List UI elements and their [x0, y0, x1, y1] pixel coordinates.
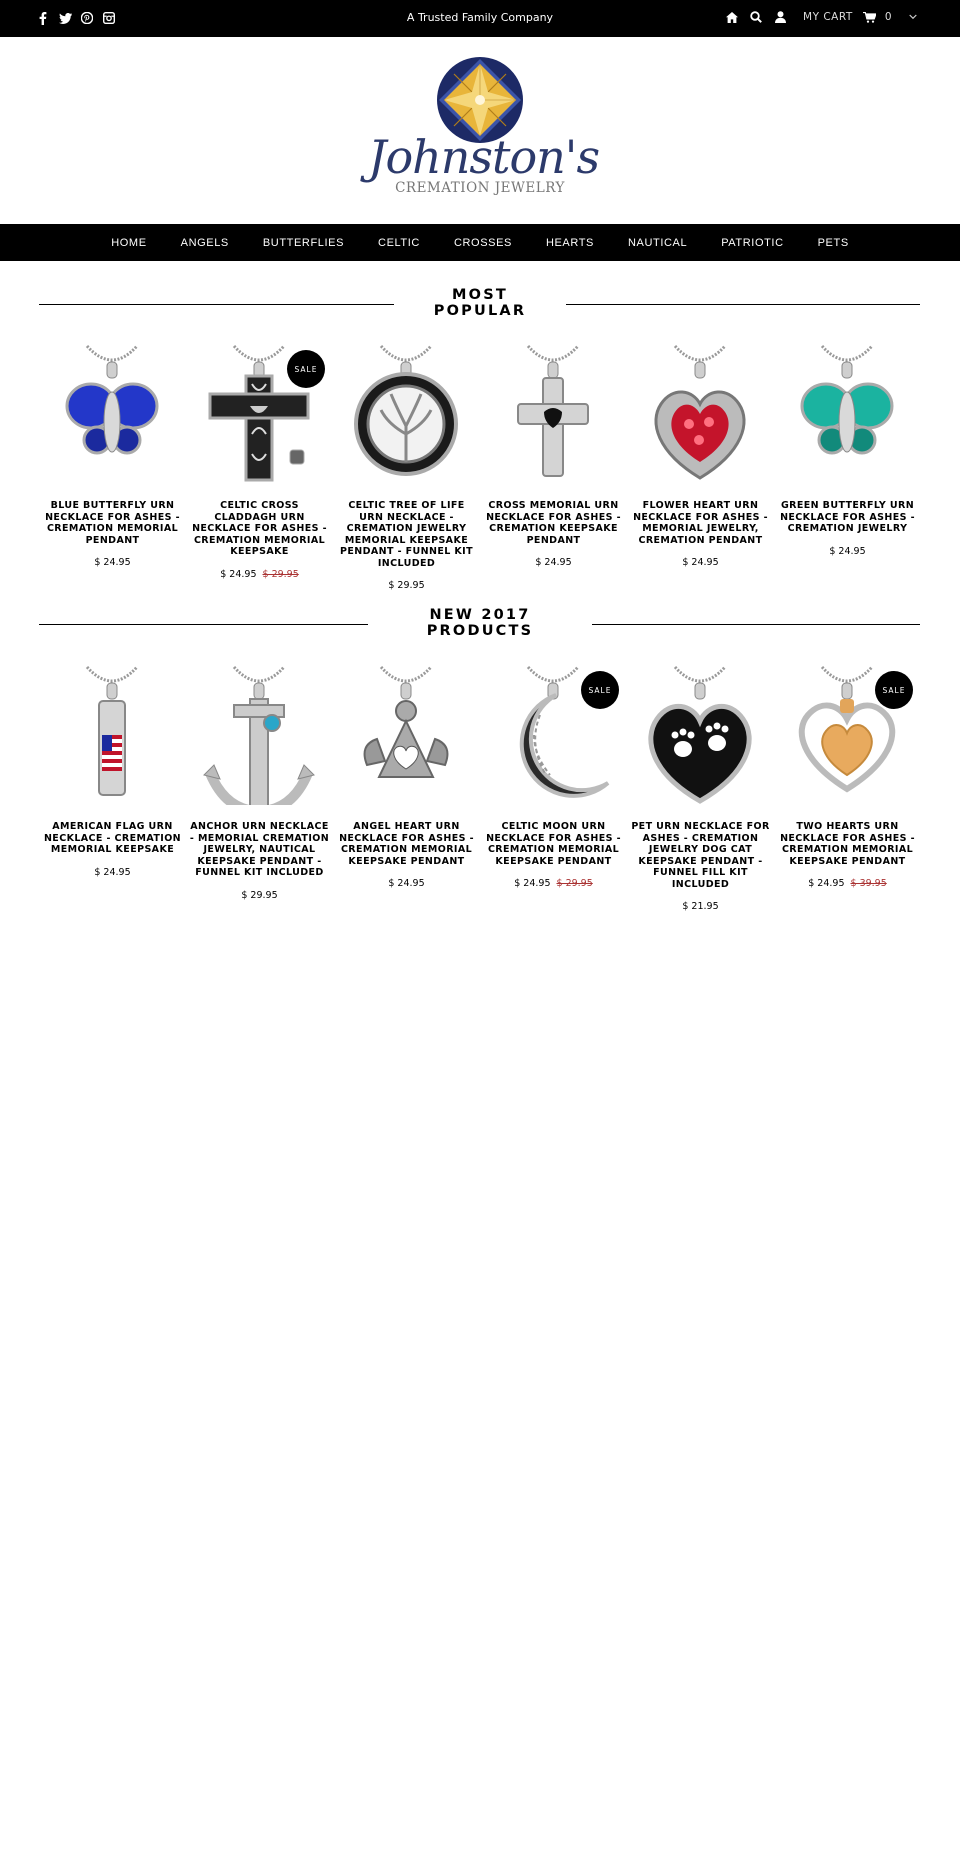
- section-title-line2: POPULAR: [433, 303, 527, 319]
- nav-item-angels[interactable]: ANGELS: [180, 236, 229, 249]
- logo-subtitle: CREMATION JEWELRY: [395, 180, 565, 196]
- product-title[interactable]: GREEN BUTTERFLY URN NECKLACE FOR ASHES - CREMATION JEWELRY: [780, 500, 915, 534]
- product-price: $ 21.95: [682, 901, 719, 912]
- product-title[interactable]: ANGEL HEART URN NECKLACE FOR ASHES - CREMATION MEMORIAL KEEPSAKE PENDANT: [339, 821, 474, 867]
- product-price: $ 24.95: [682, 557, 719, 568]
- nav-item-crosses[interactable]: CROSSES: [453, 236, 512, 249]
- chevron-down-icon[interactable]: [906, 10, 920, 24]
- product-price-row: [333, 878, 480, 889]
- product-price-row: [333, 580, 480, 591]
- product-image[interactable]: [333, 665, 480, 805]
- section-title-line2: PRODUCTS: [426, 623, 534, 639]
- cart-label: MY CART: [803, 11, 853, 23]
- section-title: [0, 607, 960, 639]
- product-compare-price: $ 29.95: [556, 878, 593, 889]
- product-image[interactable]: [627, 665, 774, 805]
- cart-link[interactable]: [797, 10, 920, 24]
- nav-item-home[interactable]: HOME: [111, 236, 147, 249]
- product-price-row: [627, 901, 774, 912]
- product-title[interactable]: CELTIC CROSS CLADDAGH URN NECKLACE FOR ASHES - CREMATION MEMORIAL KEEPSAKE: [192, 500, 327, 557]
- product-image[interactable]: [774, 344, 921, 484]
- product-title[interactable]: PET URN NECKLACE FOR ASHES - CREMATION JEWELRY DOG CAT KEEPSAKE PENDANT - FUNNEL FILL KIT INCLUDED: [631, 821, 770, 890]
- product-grid: [39, 665, 921, 912]
- sale-badge: SALE: [581, 671, 619, 709]
- product-price: $ 24.95: [220, 568, 257, 580]
- nav-item-pets[interactable]: PETS: [817, 236, 849, 249]
- product-compare-price: $ 29.95: [262, 568, 299, 580]
- product-price-row: [480, 557, 627, 568]
- product-image[interactable]: [39, 344, 186, 484]
- product-card[interactable]: [774, 344, 921, 591]
- top-bar: [0, 0, 960, 37]
- product-title[interactable]: AMERICAN FLAG URN NECKLACE - CREMATION MEMORIAL KEEPSAKE: [43, 821, 182, 855]
- product-price-row: [480, 878, 627, 889]
- product-card[interactable]: [627, 344, 774, 591]
- product-price-row: [186, 890, 333, 901]
- product-card[interactable]: [774, 665, 921, 912]
- product-price-row: [39, 557, 186, 568]
- nav-item-celtic[interactable]: CELTIC: [378, 236, 420, 249]
- section-title: [0, 287, 960, 319]
- product-price-row: [774, 546, 921, 557]
- logo-wordmark: Johnston's: [368, 130, 600, 184]
- product-card[interactable]: [333, 665, 480, 912]
- product-image[interactable]: [480, 344, 627, 484]
- product-price: $ 29.95: [241, 889, 278, 901]
- product-card[interactable]: [39, 665, 186, 912]
- nav-item-hearts[interactable]: HEARTS: [545, 236, 594, 249]
- home-icon[interactable]: [725, 10, 739, 24]
- product-image[interactable]: [186, 665, 333, 805]
- account-icon[interactable]: [773, 10, 787, 24]
- product-image[interactable]: [627, 344, 774, 484]
- utility-links: [725, 10, 920, 24]
- product-title[interactable]: CROSS MEMORIAL URN NECKLACE FOR ASHES - CREMATION KEEPSAKE PENDANT: [486, 500, 621, 546]
- product-price: $ 24.95: [829, 545, 866, 557]
- tagline: A Trusted Family Company: [406, 11, 554, 24]
- search-icon[interactable]: [749, 10, 763, 24]
- cart-icon: [863, 10, 877, 24]
- sale-badge: SALE: [875, 671, 913, 709]
- section-title-line1: MOST: [452, 287, 508, 303]
- product-card[interactable]: [480, 665, 627, 912]
- product-title[interactable]: TWO HEARTS URN NECKLACE FOR ASHES - CREMATION MEMORIAL KEEPSAKE PENDANT: [780, 821, 915, 867]
- product-price-row: [186, 569, 333, 580]
- product-price: $ 24.95: [514, 878, 551, 889]
- sale-badge: SALE: [287, 350, 325, 388]
- product-price-row: [774, 878, 921, 889]
- store-logo[interactable]: [368, 56, 600, 204]
- product-card[interactable]: [333, 344, 480, 591]
- product-card[interactable]: [480, 344, 627, 591]
- nav-item-nautical[interactable]: NAUTICAL: [627, 236, 688, 249]
- product-title[interactable]: ANCHOR URN NECKLACE - MEMORIAL CREMATION JEWELRY, NAUTICAL KEEPSAKE PENDANT - FUNNEL KIT INCLUDED: [189, 821, 330, 878]
- product-image[interactable]: [39, 665, 186, 805]
- product-price: $ 24.95: [808, 878, 845, 889]
- product-price-row: [627, 557, 774, 568]
- product-price: $ 29.95: [388, 580, 425, 591]
- product-title[interactable]: BLUE BUTTERFLY URN NECKLACE FOR ASHES - CREMATION MEMORIAL PENDANT: [45, 500, 180, 546]
- product-title[interactable]: CELTIC TREE OF LIFE URN NECKLACE - CREMATION JEWELRY MEMORIAL KEEPSAKE PENDANT - FUNNEL KIT INCLUDED: [340, 500, 473, 569]
- product-price-row: [39, 867, 186, 878]
- product-card[interactable]: [627, 665, 774, 912]
- nav-item-butterflies[interactable]: BUTTERFLIES: [262, 236, 345, 249]
- product-card[interactable]: [186, 665, 333, 912]
- product-title[interactable]: CELTIC MOON URN NECKLACE FOR ASHES - CREMATION MEMORIAL KEEPSAKE PENDANT: [486, 821, 621, 867]
- product-price: $ 24.95: [94, 866, 131, 878]
- product-title[interactable]: FLOWER HEART URN NECKLACE FOR ASHES - MEMORIAL JEWELRY, CREMATION PENDANT: [633, 500, 768, 546]
- product-price: $ 24.95: [535, 557, 572, 568]
- product-card[interactable]: [39, 344, 186, 591]
- product-grid: [39, 344, 921, 591]
- main-nav: [0, 224, 960, 261]
- cart-count: 0: [884, 11, 892, 23]
- product-card[interactable]: [186, 344, 333, 591]
- product-price: $ 24.95: [94, 557, 131, 568]
- nav-item-patriotic[interactable]: PATRIOTIC: [721, 236, 784, 249]
- product-price: $ 24.95: [388, 878, 425, 889]
- section-title-line1: NEW 2017: [429, 607, 531, 623]
- product-image[interactable]: [333, 344, 480, 484]
- product-compare-price: $ 39.95: [850, 878, 887, 889]
